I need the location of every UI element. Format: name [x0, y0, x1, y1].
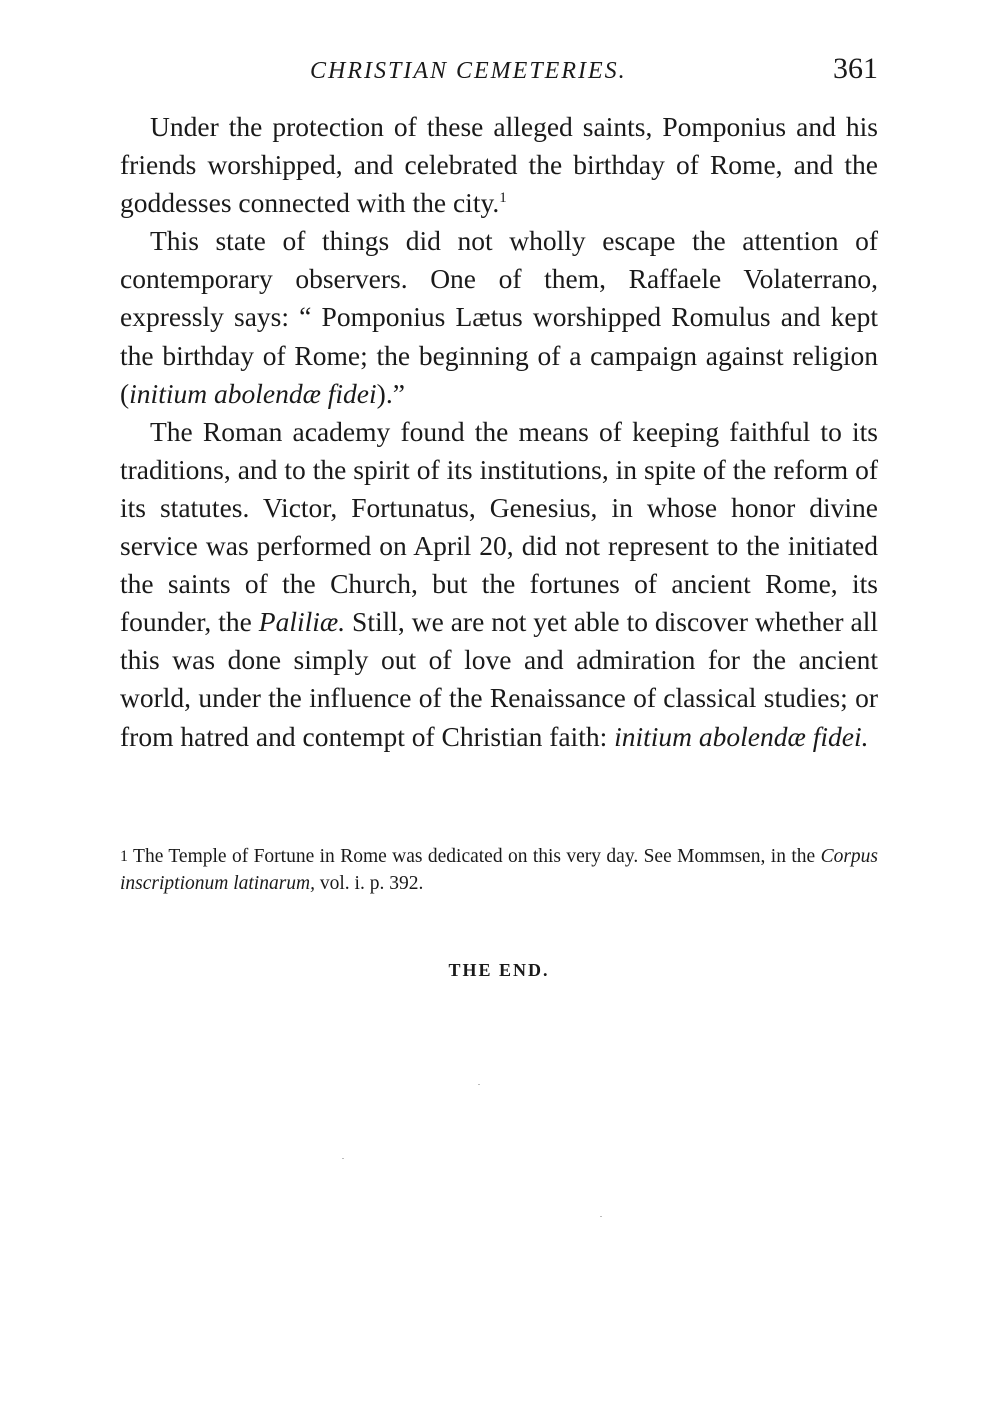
footnote-number: 1 — [120, 848, 128, 865]
paragraph-1-text: Under the protection of these alleged saints, Pomponius and his friends worshipped, and celebrated the birthday of Rome, and the goddesses connected with the city. — [120, 111, 878, 219]
footnote-text-b: vol. i. p. 392. — [315, 873, 424, 894]
latin-quotation: initium abolendæ fidei — [129, 377, 377, 409]
paragraph-2-text-a: This state of things did not wholly escape the attention of contemporary observers. One of them, Raffaele Volaterrano, expressly says: “ Pomponius Lætus worshipped Romulus and kept the birthday of Rome; the beginning of a campaign against religion ( — [120, 225, 878, 409]
palilia-term: Paliliæ. — [258, 606, 346, 638]
running-header — [120, 52, 878, 96]
paper-speck — [478, 1084, 480, 1085]
footnotes — [120, 843, 878, 897]
latin-quotation-closing: initium abolendæ fidei. — [614, 720, 869, 752]
footnote-text-a: The Temple of Fortune in Rome was dedicated on this very day. See Mommsen, in the — [128, 846, 821, 867]
page-number: 361 — [833, 52, 878, 85]
the-end: THE END. — [448, 960, 550, 980]
paragraph-2-text-b: ).” — [376, 377, 405, 409]
paragraph-3-text-b: Still, we are not yet able to discover whether all this was done simply out of love and admiration for the ancient world, under the influence of the Renaissance of classical studies; or from hatred and contempt of Christian faith: — [120, 606, 878, 752]
footnote-1 — [120, 843, 878, 897]
body-text — [120, 108, 878, 756]
footnote-title: Corpus inscriptionum latinarum, — [120, 846, 878, 894]
paragraph-3 — [120, 413, 878, 756]
paragraph-3-text-a: The Roman academy found the means of keeping faithful to its traditions, and to the spirit of its institutions, in spite of the reform of its statutes. Victor, Fortunatus, Genesius, in whose honor divine service was performed on April 20, did not represent to the initiated the saints of the Church, but the fortunes of ancient Rome, its founder, the — [120, 415, 878, 638]
footnote-reference: 1 — [499, 190, 507, 207]
paper-speck — [342, 1158, 344, 1159]
paragraph-1 — [120, 108, 878, 222]
running-title: CHRISTIAN CEMETERIES. — [310, 58, 627, 84]
paper-speck — [600, 1216, 602, 1217]
paragraph-2 — [120, 222, 878, 412]
